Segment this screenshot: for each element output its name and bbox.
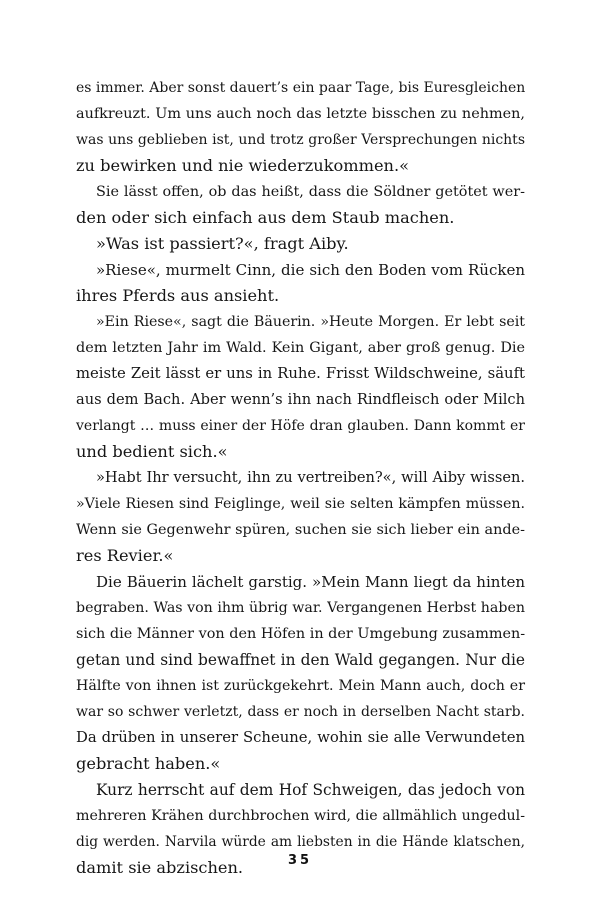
text-line: es immer. Aber sonst dauert’s ein paar Tage, bis Euresgleichen [76, 80, 526, 96]
text-line: Wenn sie Gegenwehr spüren, suchen sie sich lieber ein ande- [76, 522, 525, 538]
text-line: »Riese«, murmelt Cinn, die sich den Boden vom Rücken [96, 261, 525, 279]
text-line: »Habt Ihr versucht, ihn zu vertreiben?«, will Aiby wissen. [96, 469, 525, 486]
paragraph [76, 257, 525, 309]
text-line: res Revier.« [76, 546, 174, 565]
text-line: Kurz herrscht auf dem Hof Schweigen, das jedoch von [96, 781, 525, 799]
body-text [76, 75, 525, 881]
paragraph [76, 75, 525, 179]
text-line: Sie lässt offen, ob das heißt, dass die Söldner getötet wer- [96, 184, 525, 200]
text-line: verlangt … muss einer der Höfe dran glauben. Dann kommt er [76, 418, 525, 434]
text-line: Da drüben in unserer Scheune, wohin sie alle Verwundeten [76, 729, 525, 746]
paragraph [76, 309, 525, 465]
text-line: »Ein Riese«, sagt die Bäuerin. »Heute Morgen. Er lebt seit [96, 314, 525, 330]
text-line: und bedient sich.« [76, 442, 228, 461]
text-line: begraben. Was von ihm übrig war. Vergangenen Herbst haben [76, 600, 525, 616]
paragraph [76, 231, 525, 257]
text-line: dem letzten Jahr im Wald. Kein Gigant, aber groß genug. Die [76, 340, 525, 356]
text-line: sich die Männer von den Höfen in der Umgebung zusammen- [76, 626, 526, 642]
paragraph [76, 465, 525, 569]
text-line: Die Bäuerin lächelt garstig. »Mein Mann liegt da hinten [96, 573, 525, 591]
text-line: getan und sind bewaffnet in den Wald gegangen. Nur die [76, 651, 525, 669]
text-line: was uns geblieben ist, und trotz großer Versprechungen nichts [76, 132, 525, 148]
text-line: »Was ist passiert?«, fragt Aiby. [96, 234, 349, 253]
text-line: Hälfte von ihnen ist zurückgekehrt. Mein Mann auch, doch er [76, 678, 525, 694]
text-line: ihres Pferds aus ansieht. [76, 286, 280, 305]
paragraph [76, 179, 525, 231]
text-line: den oder sich einfach aus dem Staub machen. [76, 208, 455, 227]
text-line: »Viele Riesen sind Feiglinge, weil sie selten kämpfen müssen. [76, 496, 525, 512]
text-line: aufkreuzt. Um uns auch noch das letzte bisschen zu nehmen, [76, 106, 525, 122]
text-line: gebracht haben.« [76, 754, 221, 773]
paragraph [76, 569, 525, 777]
text-line: damit sie abzischen. [76, 858, 244, 877]
text-line: dig werden. Narvila würde am liebsten in die Hände klatschen, [76, 834, 525, 850]
page-number: 35 [287, 853, 313, 868]
text-line: meiste Zeit lässt er uns in Ruhe. Frisst Wildschweine, säuft [76, 365, 525, 382]
text-line: war so schwer verletzt, dass er noch in derselben Nacht starb. [76, 704, 525, 720]
text-line: zu bewirken und nie wiederzukommen.« [76, 156, 410, 175]
text-line: mehreren Krähen durchbrochen wird, die allmählich ungedul- [76, 808, 525, 824]
text-line: aus dem Bach. Aber wenn’s ihn nach Rindfleisch oder Milch [76, 391, 525, 408]
